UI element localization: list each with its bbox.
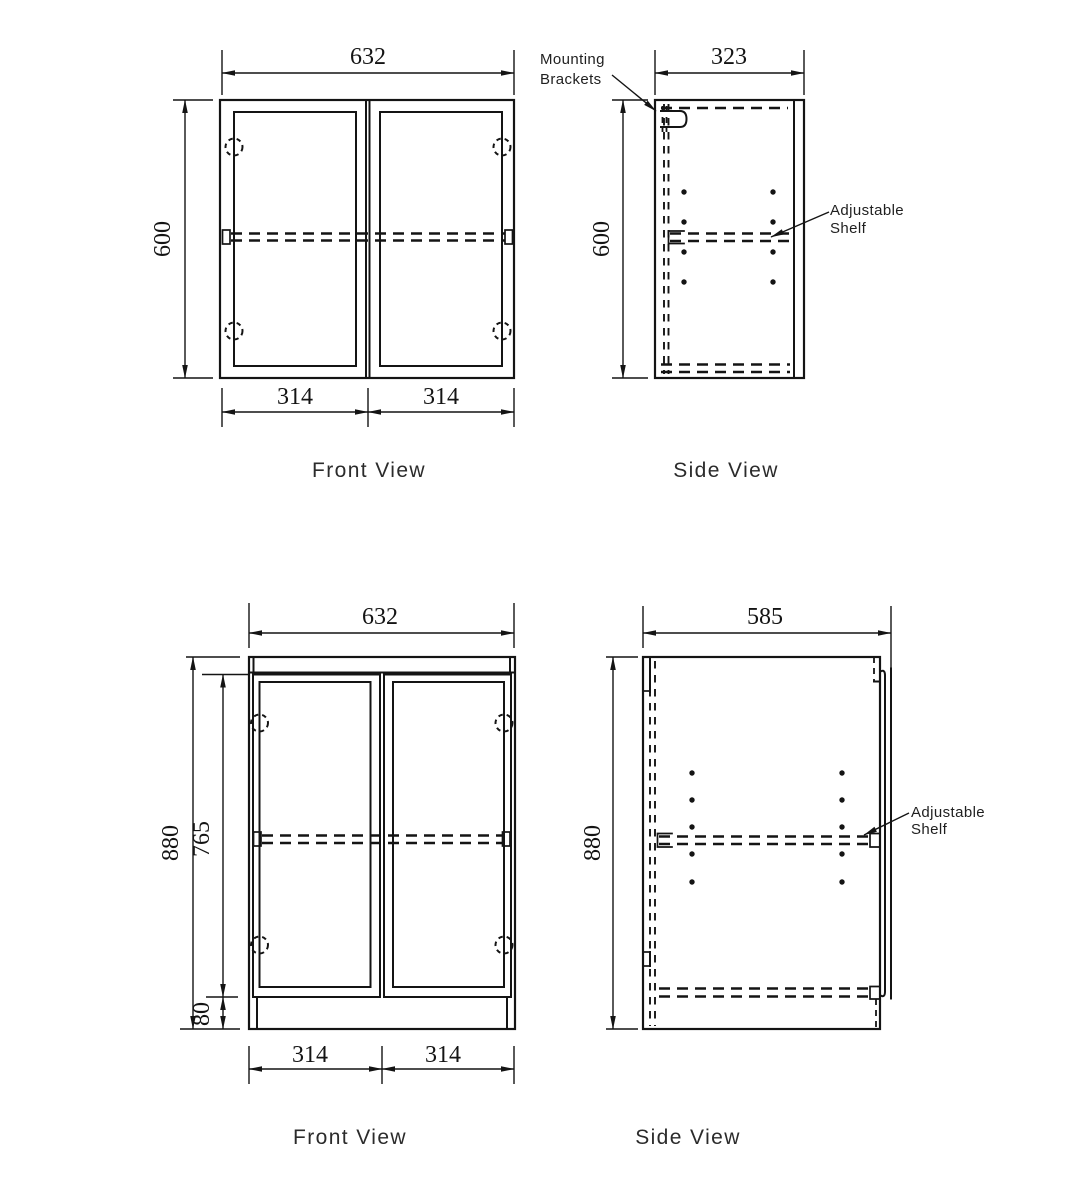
shelf-pin-hole: [689, 770, 694, 775]
wall-adjustable-shelf-callout: [771, 202, 904, 237]
shelf-pin-hole: [689, 851, 694, 856]
shelf-pin-hole: [839, 770, 844, 775]
base-side-shelf-end-cap: [870, 834, 880, 848]
base-front-total-height-text: 880: [158, 825, 184, 861]
wall-front-left-door-panel: [234, 112, 356, 366]
shelf-pin-hole: [770, 279, 775, 284]
shelf-pin-hole: [681, 279, 686, 284]
wall-front-height-dimension: [150, 100, 213, 378]
adjustable-shelf-label-line1: Adjustable: [911, 804, 986, 821]
base-front-width-dimension: [249, 603, 514, 648]
shelf-pin-hole: [681, 249, 686, 254]
wall-side-depth-dimension: [655, 44, 804, 95]
wall-front-shelf-end-cap: [223, 230, 231, 244]
shelf-pin-hole: [689, 797, 694, 802]
shelf-pin-hole: [689, 824, 694, 829]
base-side-door-back-edge: [881, 671, 886, 996]
base-front-door-height-dimension: [189, 675, 250, 998]
base-front-kick-height-text: 80: [189, 1002, 215, 1026]
wall-cabinet-front-view: [150, 44, 514, 482]
base-front-right-door-width-text: 314: [425, 1042, 461, 1068]
wall-front-width-dimension: [222, 44, 514, 95]
shelf-pin-hole: [839, 824, 844, 829]
base-side-bottom-panel-end-cap: [870, 987, 880, 1000]
base-side-height-dimension: [580, 657, 638, 1029]
wall-side-depth-text: 323: [711, 44, 747, 70]
wall-front-left-door-width-text: 314: [277, 384, 313, 410]
adjustable-shelf-label-line2: Shelf: [911, 821, 948, 838]
base-cabinet-side-view: [580, 604, 985, 1149]
base-side-depth-dimension: [643, 604, 891, 668]
wall-cabinet-side-view: [540, 44, 904, 482]
wall-side-height-text: 600: [589, 221, 615, 257]
shelf-pin-hole: [681, 219, 686, 224]
wall-side-view-title: Side View: [673, 459, 779, 482]
wall-front-right-door-panel: [380, 112, 502, 366]
base-side-view-title: Side View: [635, 1126, 741, 1149]
shelf-pin-hole: [770, 189, 775, 194]
mounting-brackets-label-line2: Brackets: [540, 71, 602, 88]
base-front-door-height-text: 765: [189, 821, 215, 857]
base-front-view-title: Front View: [293, 1126, 407, 1149]
base-front-left-door-width-text: 314: [292, 1042, 328, 1068]
adjustable-shelf-leader-line: [771, 212, 829, 237]
shelf-pin-hole: [770, 219, 775, 224]
mounting-brackets-leader-line: [612, 75, 656, 111]
shelf-pin-hole: [681, 189, 686, 194]
base-adjustable-shelf-callout: [864, 804, 985, 838]
base-front-width-text: 632: [362, 604, 398, 630]
base-front-door-width-dimensions: [249, 1042, 514, 1084]
shelf-pin-hole: [839, 879, 844, 884]
base-side-height-text: 880: [580, 825, 606, 861]
wall-front-right-door-width-text: 314: [423, 384, 459, 410]
wall-side-height-dimension: [589, 100, 648, 378]
base-side-depth-text: 585: [747, 604, 783, 630]
shelf-pin-hole: [770, 249, 775, 254]
base-cabinet-front-view: [158, 603, 515, 1149]
wall-front-door-width-dimensions: [222, 384, 514, 427]
wall-front-height-text: 600: [150, 221, 176, 257]
wall-front-shelf-end-cap: [505, 230, 513, 244]
mounting-brackets-callout: [540, 51, 656, 111]
shelf-pin-hole: [839, 851, 844, 856]
adjustable-shelf-label-line2: Shelf: [830, 220, 867, 237]
wall-front-view-title: Front View: [312, 459, 426, 482]
wall-front-width-text: 632: [350, 44, 386, 70]
adjustable-shelf-label-line1: Adjustable: [830, 202, 905, 219]
mounting-brackets-label-line1: Mounting: [540, 51, 605, 68]
shelf-pin-hole: [689, 879, 694, 884]
adjustable-shelf-leader-line: [864, 813, 909, 835]
base-front-kick-height-dimension: [189, 997, 223, 1029]
wall-side-outline: [655, 100, 804, 378]
shelf-pin-hole: [839, 797, 844, 802]
